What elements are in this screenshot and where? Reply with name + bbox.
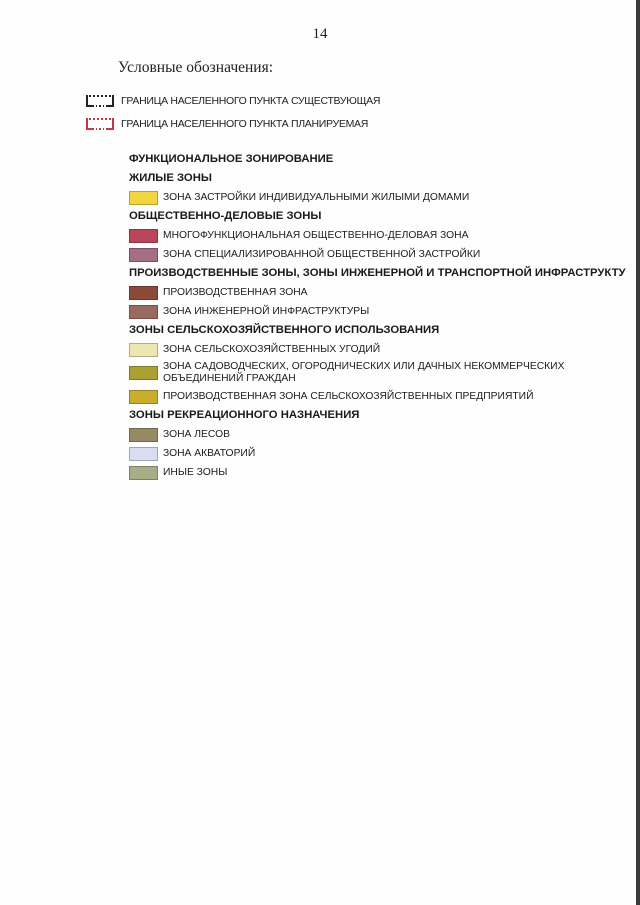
legend-item [129, 427, 629, 442]
zone-group-title: ЗОНЫ СЕЛЬСКОХОЗЯЙСТВЕННОГО ИСПОЛЬЗОВАНИЯ [129, 324, 440, 336]
legend-item [129, 190, 629, 205]
legend-swatch [129, 191, 158, 205]
legend-item-label: ИНЫЕ ЗОНЫ [163, 466, 228, 478]
legend-swatch [129, 390, 158, 404]
legend-swatch [129, 466, 158, 480]
legend-swatch [129, 305, 158, 319]
legend-item [129, 247, 629, 262]
legend-item-label: ЗОНА ЛЕСОВ [163, 428, 230, 440]
existing-boundary-label: ГРАНИЦА НАСЕЛЕННОГО ПУНКТА СУЩЕСТВУЮЩАЯ [121, 95, 381, 107]
legend-item-label: ЗОНА ИНЖЕНЕРНОЙ ИНФРАСТРУКТУРЫ [163, 305, 370, 317]
page-number: 14 [312, 26, 328, 42]
zone-group-title: ПРОИЗВОДСТВЕННЫЕ ЗОНЫ, ЗОНЫ ИНЖЕНЕРНОЙ И ТРАНСПОРТНОЙ ИНФРАСТРУКТУ [129, 267, 626, 279]
zone-group-title: ЗОНЫ РЕКРЕАЦИОННОГО НАЗНАЧЕНИЯ [129, 409, 360, 421]
planned-boundary-symbol [86, 118, 114, 130]
functional-zoning-legend [129, 151, 629, 480]
legend-item-label: ПРОИЗВОДСТВЕННАЯ ЗОНА СЕЛЬСКОХОЗЯЙСТВЕННЫХ ПРЕДПРИЯТИЙ [163, 390, 534, 402]
legend-item [129, 228, 629, 243]
legend-swatch [129, 343, 158, 357]
legend-item [129, 446, 629, 461]
legend-swatch [129, 428, 158, 442]
legend-item-label: ЗОНА САДОВОДЧЕСКИХ, ОГОРОДНИЧЕСКИХ ИЛИ ДАЧНЫХ НЕКОММЕРЧЕСКИХ ОБЪЕДИНЕНИЙ ГРАЖДАН [163, 361, 565, 384]
legend-swatch [129, 248, 158, 262]
legend-heading: Условные обозначения: [118, 59, 274, 76]
legend-item-label: МНОГОФУНКЦИОНАЛЬНАЯ ОБЩЕСТВЕННО-ДЕЛОВАЯ ЗОНА [163, 229, 469, 241]
legend-item [129, 285, 629, 300]
planned-boundary-label: ГРАНИЦА НАСЕЛЕННОГО ПУНКТА ПЛАНИРУЕМАЯ [121, 118, 369, 130]
functional-zoning-title: ФУНКЦИОНАЛЬНОЕ ЗОНИРОВАНИЕ [129, 153, 334, 165]
boundary-existing [86, 93, 380, 109]
zone-group-title: ОБЩЕСТВЕННО-ДЕЛОВЫЕ ЗОНЫ [129, 210, 322, 222]
legend-item [129, 342, 629, 357]
legend-item-label: ПРОИЗВОДСТВЕННАЯ ЗОНА [163, 286, 308, 298]
legend-item-label: ЗОНА СПЕЦИАЛИЗИРОВАННОЙ ОБЩЕСТВЕННОЙ ЗАСТРОЙКИ [163, 248, 481, 260]
legend-item-label: ЗОНА ЗАСТРОЙКИ ИНДИВИДУАЛЬНЫМИ ЖИЛЫМИ ДОМАМИ [163, 191, 470, 203]
zone-group-title: ЖИЛЫЕ ЗОНЫ [129, 172, 212, 184]
legend-item-label: ЗОНА АКВАТОРИЙ [163, 447, 256, 459]
legend-swatch [129, 286, 158, 300]
zone-groups [129, 170, 629, 480]
existing-boundary-symbol [86, 95, 114, 107]
legend-swatch [129, 229, 158, 243]
boundary-planned [86, 116, 368, 132]
legend-item [129, 389, 629, 404]
legend-swatch [129, 447, 158, 461]
legend-item-label: ЗОНА СЕЛЬСКОХОЗЯЙСТВЕННЫХ УГОДИЙ [163, 343, 381, 355]
legend-item [129, 361, 629, 385]
legend-swatch [129, 366, 158, 380]
legend-item [129, 304, 629, 319]
legend-item [129, 465, 629, 480]
scan-edge [636, 0, 640, 905]
